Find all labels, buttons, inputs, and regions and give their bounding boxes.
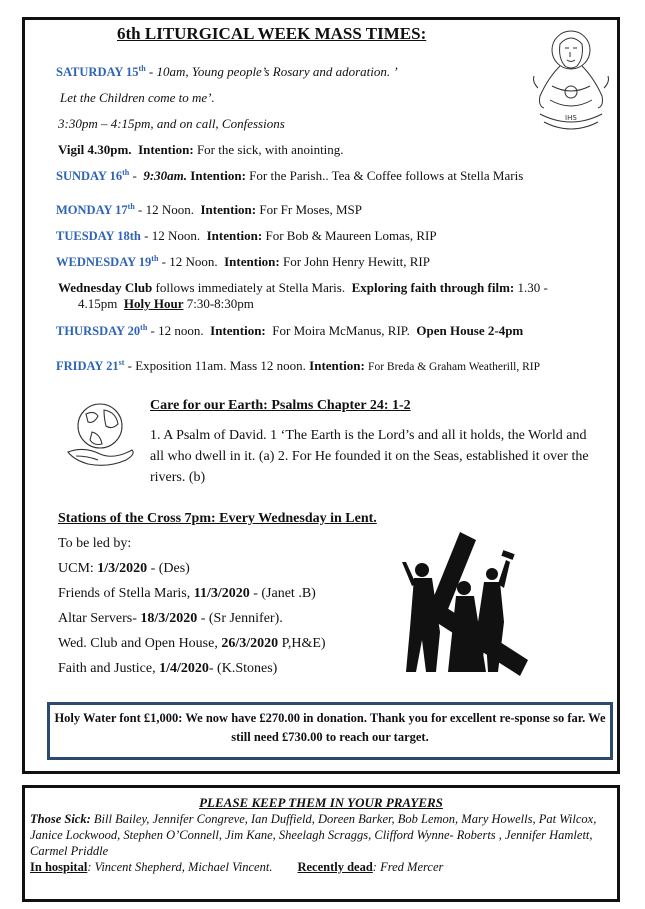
wednesday-holy-hour: 4.15pm Holy Hour 7:30-8:30pm xyxy=(78,296,254,311)
station-item: UCM: 1/3/2020 - (Des) xyxy=(58,561,190,576)
saturday-line-2: Let the Children come to me’. xyxy=(60,90,215,105)
earth-psalm-text: 1. A Psalm of David. 1 ‘The Earth is the Lord’s and all it holds, the World and all who dwell in it. (a) 2. For He founded it on the Seas, established it over the rivers. (b) xyxy=(150,428,589,485)
christ-illustration xyxy=(530,26,612,138)
recently-dead-names: : Fred Mercer xyxy=(372,860,444,874)
holy-water-notice: Holy Water font £1,000: We now have £270.00 in donation. Thank you for excellent re-sponse so far. We still need £730.00 to reach our target. xyxy=(47,702,613,760)
globe-in-hand-icon xyxy=(64,398,138,470)
sick-names: Bill Bailey, Jennifer Congreve, Ian Duffield, Doreen Barker, Bob Lemon, Mary Howells, Pat Wilcox, Janice Lockwood, Stephen O’Connell, Jim Kane, Sheelagh Scraggs, Clifford Wynne- Roberts , Jennifer Hamlett, Carmel Priddle xyxy=(30,812,597,858)
hospital-names: : Vincent Shepherd, Michael Vincent. xyxy=(87,860,273,874)
prayers-heading: PLEASE KEEP THEM IN YOUR PRAYERS xyxy=(199,795,443,810)
station-item: Friends of Stella Maris, 11/3/2020 - (Janet .B) xyxy=(58,586,316,601)
tuesday-line: TUESDAY 18th - 12 Noon. Intention: For Bob & Maureen Lomas, RIP xyxy=(56,228,437,243)
sunday-line: SUNDAY 16th - 9:30am. Intention: For the Parish.. Tea & Coffee follows at Stella Maris xyxy=(56,168,524,184)
saturday-confessions: 3:30pm – 4:15pm, and on call, Confessions xyxy=(58,116,285,131)
carrying-cross-silhouette xyxy=(382,532,528,682)
recently-dead-label: Recently dead xyxy=(297,860,373,874)
wednesday-club: Wednesday Club follows immediately at Stella Maris. Exploring faith through film: 1.30 - xyxy=(58,280,548,295)
station-item: Faith and Justice, 1/4/2020- (K.Stones) xyxy=(58,661,278,676)
stations-heading: Stations of the Cross 7pm: Every Wednesday in Lent. xyxy=(58,511,377,526)
saturday-line: SATURDAY 15th - 10am, Young people’s Rosary and adoration. ’ xyxy=(56,64,398,80)
friday-line: FRIDAY 21st - Exposition 11am. Mass 12 noon. Intention: For Breda & Graham Weatherill, RIP xyxy=(56,358,541,374)
wednesday-line: WEDNESDAY 19th - 12 Noon. Intention: For John Henry Hewitt, RIP xyxy=(56,254,430,270)
station-item: Altar Servers- 18/3/2020 - (Sr Jennifer). xyxy=(58,611,283,626)
sick-label: Those Sick: xyxy=(30,812,91,826)
hospital-label: In hospital xyxy=(30,860,88,874)
svg-text:IHS: IHS xyxy=(565,114,577,122)
thursday-line: THURSDAY 20th - 12 noon. Intention: For Moira McManus, RIP. Open House 2-4pm xyxy=(56,323,524,339)
stations-led-by: To be led by: xyxy=(58,536,132,551)
page-title: 6th LITURGICAL WEEK MASS TIMES: xyxy=(117,24,427,43)
saturday-vigil: Vigil 4.30pm. Intention: For the sick, with anointing. xyxy=(58,142,344,157)
station-item: Wed. Club and Open House, 26/3/2020 P,H&E) xyxy=(58,636,326,651)
prayers-list xyxy=(30,811,615,875)
earth-heading: Care for our Earth: Psalms Chapter 24: 1-2 xyxy=(150,398,411,413)
monday-line: MONDAY 17th - 12 Noon. Intention: For Fr Moses, MSP xyxy=(56,202,362,218)
